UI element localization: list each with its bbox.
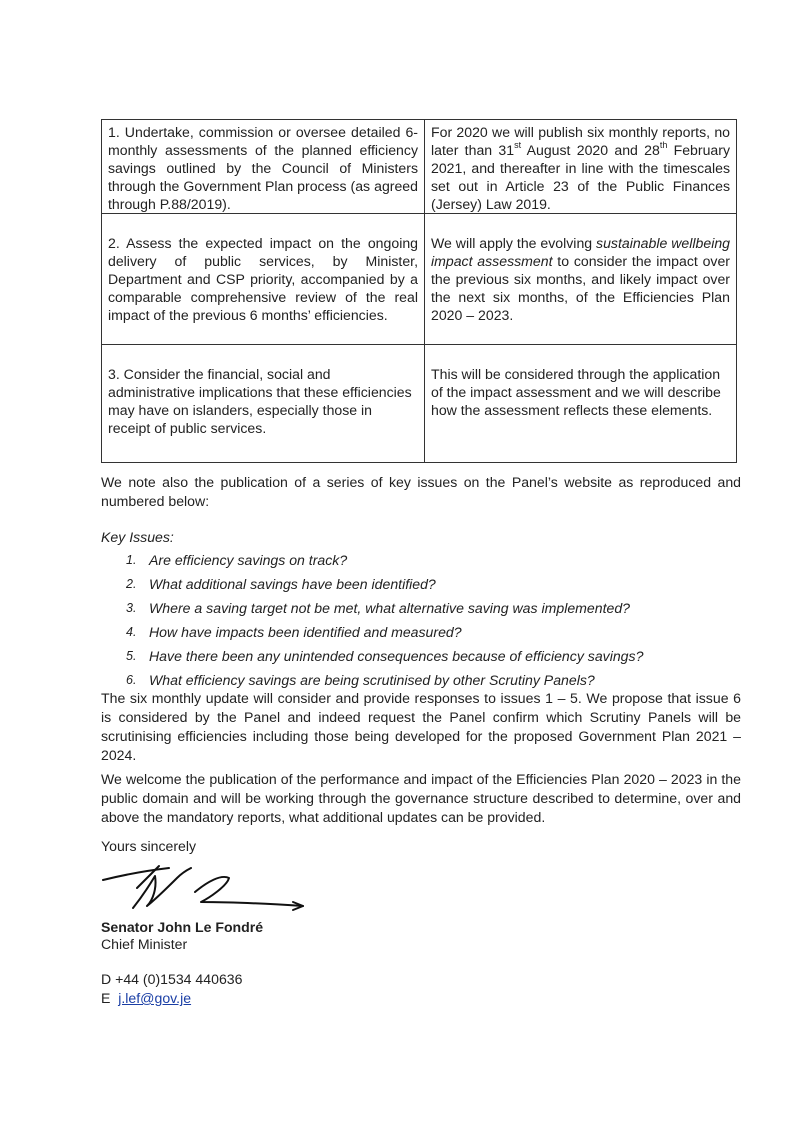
handwritten-signature: [97, 858, 317, 918]
signatory-name: Senator John Le Fondré: [101, 919, 264, 935]
intro-paragraph: We note also the publication of a series of key issues on the Panel’s website as reproduced and numbered below:: [101, 474, 741, 509]
list-text: What additional savings have been identified?: [149, 576, 436, 592]
table-cell-response: For 2020 we will publish six monthly reports, no later than 31st August 2020 and 28th February 2021, and thereafter in line with the timescales set out in Article 23 of the Public Finances (Jersey) Law 2019.: [425, 120, 737, 214]
list-text: Have there been any unintended consequences because of efficiency savings?: [149, 648, 644, 664]
welcome-paragraph: We welcome the publication of the performance and impact of the Efficiencies Plan 2020 – 2023 in the public domain and will be working through the governance structure described to determine, over and above the mandatory reports, what additional updates can be provided.: [101, 771, 741, 825]
email-prefix: E: [101, 990, 111, 1006]
key-issues-title: Key Issues:: [101, 529, 174, 545]
list-number: 2.: [126, 577, 137, 591]
signatory-role: Chief Minister: [101, 936, 188, 952]
list-text: Are efficiency savings on track?: [149, 552, 348, 568]
commitments-table: [101, 119, 737, 463]
closing-salutation: Yours sincerely: [101, 838, 197, 854]
list-number: 4.: [126, 625, 137, 639]
phone-number: +44 (0)1534 440636: [115, 971, 243, 987]
table-cell-response: This will be considered through the application of the impact assessment and we will describe how the assessment reflects these elements.: [425, 345, 737, 463]
list-text: Where a saving target not be met, what alternative saving was implemented?: [149, 600, 631, 616]
table-row: [102, 214, 737, 345]
table-cell-response: We will apply the evolving sustainable wellbeing impact assessment to consider the impact over the previous six months, and likely impact over the next six months, of the Efficiencies Plan 2020 – 2023.: [425, 214, 737, 345]
email-link[interactable]: j.lef@gov.je: [118, 990, 192, 1006]
list-text: How have impacts been identified and measured?: [149, 624, 462, 640]
table-row: [102, 120, 737, 214]
table-cell-requirement: 1. Undertake, commission or oversee detailed 6-monthly assessments of the planned efficiency savings outlined by the Council of Ministers through the Government Plan process (as agreed through P.88/2019).: [102, 120, 425, 214]
list-number: 3.: [126, 601, 137, 615]
phone-prefix: D: [101, 971, 112, 987]
table-cell-requirement: 3. Consider the financial, social and administrative implications that these efficiencies may have on islanders, especially those in receipt of public services.: [102, 345, 425, 463]
phone-line: [101, 970, 741, 989]
list-number: 6.: [126, 673, 137, 687]
list-text: What efficiency savings are being scrutinised by other Scrutiny Panels?: [149, 672, 595, 688]
update-paragraph: The six monthly update will consider and provide responses to issues 1 – 5. We propose that issue 6 is considered by the Panel and indeed request the Panel confirm which Scrutiny Panels will be scrutinising efficiencies including those being developed for the proposed Government Plan 2021 – 2024.: [101, 690, 741, 763]
list-number: 5.: [126, 649, 137, 663]
table-cell-requirement: 2. Assess the expected impact on the ongoing delivery of public services, by Minister, Department and CSP priority, accompanied by a comparable comprehensive review of the real impact of the previous 6 months’ efficiencies.: [102, 214, 425, 345]
email-line: [101, 989, 741, 1008]
list-number: 1.: [126, 553, 137, 567]
table-row: [102, 345, 737, 463]
